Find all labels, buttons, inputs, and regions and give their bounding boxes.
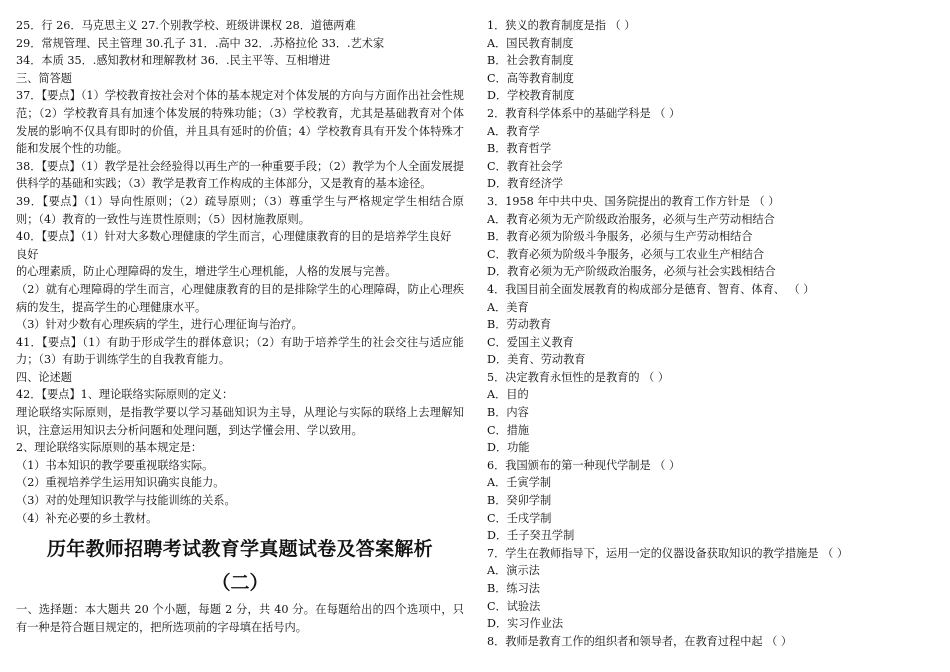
option-line: B．社会教育制度: [487, 54, 574, 68]
option-line: B．教育必须为阶级斗争服务，必须与生产劳动相结合: [487, 230, 753, 244]
option-line: C．教育必须为阶级斗争服务，必须与工农业生产相结合: [487, 247, 765, 261]
option-line: D．教育必须为无产阶级政治服务，必须与社会实践相结合: [487, 265, 776, 279]
answer-40-line-1: 40．【要点】（1）针对大多数心理健康的学生而言，心理健康教育的目的是培养学生良好: [16, 230, 452, 244]
option-line: B．癸卯学制: [487, 494, 552, 508]
answer-40-line-2: 的心理素质，防止心理障碍的发生，增进学生心理机能，人格的发展与完善。: [16, 265, 397, 279]
option-line: D．实习作业法: [487, 617, 564, 631]
option-line: C．爱国主义教育: [487, 335, 574, 349]
option-line: B．内容: [487, 406, 529, 420]
right-column: [487, 17, 932, 650]
option-line: C．高等教育制度: [487, 71, 574, 85]
section-intro: 一、选择题：本大题共 20 个小题，每题 2 分，共 40 分。在每题给出的四个选项中，只有一种是符合题目规定的，把所选项前的字母填在括号内。: [16, 603, 464, 634]
answer-37: 37．【要点】（1）学校教育按社会对个体的基本规定对个体发展的方向与方面作出社会性规范；（2）学校教育具有加速个体发展的特殊功能；（3）学校教育，尤其是基础教育对个体发展的影响不仅具有即时的价值，并且具有延时的价值；4）学校教育具有开发个体特殊才能和发展个性的功能。: [16, 89, 464, 156]
option-line: D．教育经济学: [487, 177, 564, 191]
option-line: D．壬子癸丑学制: [487, 529, 575, 543]
answer-41: 41．【要点】（1）有助于形成学生的群体意识；（2）有助于培养学生的社会交往与适应能力；（3）有助于训练学生的自我教育能力。: [16, 335, 464, 367]
option-line: A．教育必须为无产阶级政治服务，必须与生产劳动相结合: [487, 212, 775, 226]
answer-42-heading: 42．【要点】1、理论联络实际原则的定义：: [16, 388, 234, 402]
option-line: C．试验法: [487, 599, 541, 613]
option-line: C．壬戌学制: [487, 511, 552, 525]
answer-42-item-2: （2）重视培养学生运用知识确实良能力。: [16, 476, 225, 490]
option-line: A．演示法: [487, 564, 540, 578]
answer-42-item-4: （4）补充必要的乡土教材。: [16, 511, 158, 525]
question-line: 8．教师是教育工作的组织者和领导者，在教育过程中起 （ ）: [487, 634, 793, 648]
answer-40-part-2: （2）就有心理障碍的学生而言，心理健康教育的目的是排除学生的心理障碍，防止心理疾病的发生，提高学生的心理健康水平。: [16, 282, 464, 314]
section-heading-short-answer: 三、简答题: [16, 71, 72, 85]
question-line: 1．狭义的教育制度是指 （ ）: [487, 19, 636, 32]
question-line: 7．学生在教师指导下，运用一定的仪器设备获取知识的教学措施是 （ ）: [487, 546, 849, 560]
option-line: C．教育社会学: [487, 159, 563, 173]
answer-39: 39．【要点】（1）导向性原则；（2）疏导原则；（3）尊重学生与严格规定学生相结合原则；（4）教育的一致性与连贯性原则；（5）因材施教原则。: [16, 194, 464, 226]
answer-38: 38．【要点】（1）教学是社会经验得以再生产的一种重要手段；（2）教学为个人全面发展提供科学的基础和实践；（3）教学是教育工作构成的主体部分，又是教育的基本途径。: [16, 159, 464, 191]
question-line: 5．决定教育永恒性的是教育的 （ ）: [487, 370, 670, 384]
option-line: D．美育、劳动教育: [487, 353, 586, 367]
answer-line-2: 29．常规管理、民主管理 30.孔子 31．.高中 32．.苏格拉伦 33．.艺术家: [16, 36, 385, 50]
answer-42-definition: 理论联络实际原则，是指教学要以学习基础知识为主导，从理论与实际的联络上去理解知识，注意运用知识去分析问题和处理问题，到达学懂会用、学以致用。: [16, 406, 464, 437]
option-line: D．学校教育制度: [487, 89, 575, 103]
left-column: [16, 17, 464, 636]
question-line: 4．我国目前全面发展教育的构成部分是德育、智育、体育、 （ ）: [487, 282, 815, 296]
question-line: 6．我国颁布的第一种现代学制是 （ ）: [487, 458, 681, 472]
question-line: 3．1958 年中共中央、国务院提出的教育工作方针是 （ ）: [487, 194, 780, 208]
option-line: A．美育: [487, 300, 529, 314]
answer-40-line-1-wrap: 良好: [16, 247, 39, 261]
option-line: D．功能: [487, 441, 530, 455]
option-line: B．教育哲学: [487, 142, 552, 156]
option-line: A．壬寅学制: [487, 476, 552, 490]
answer-40-part-3: （3）针对少数有心理疾病的学生，进行心理征询与治疗。: [16, 318, 303, 332]
option-line: C．措施: [487, 423, 530, 437]
option-line: B．练习法: [487, 582, 540, 595]
section-heading-essay: 四、论述题: [16, 370, 72, 384]
answer-line-1: 25．行 26．马克思主义 27.个别教学校、班级讲课权 28．道德两难: [16, 19, 356, 32]
document-title: 历年教师招聘考试教育学真题试卷及答案解析: [46, 538, 433, 561]
option-line: B．劳动教育: [487, 318, 552, 332]
answer-42-requirements-heading: 2、理论联络实际原则的基本规定是：: [16, 441, 203, 455]
option-line: A．教育学: [487, 124, 540, 138]
answer-42-item-3: （3）对的处理知识教学与技能训练的关系。: [16, 494, 236, 508]
answer-line-3: 34．本质 35．.感知教材和理解教材 36．.民主平等、互相增进: [16, 54, 331, 68]
option-line: A．目的: [487, 388, 529, 402]
document-subtitle: （二）: [211, 572, 269, 595]
option-line: A．国民教育制度: [487, 36, 574, 50]
answer-42-item-1: （1）书本知识的教学要重视联络实际。: [16, 458, 214, 472]
question-line: 2．教育科学体系中的基础学科是 （ ）: [487, 106, 681, 120]
